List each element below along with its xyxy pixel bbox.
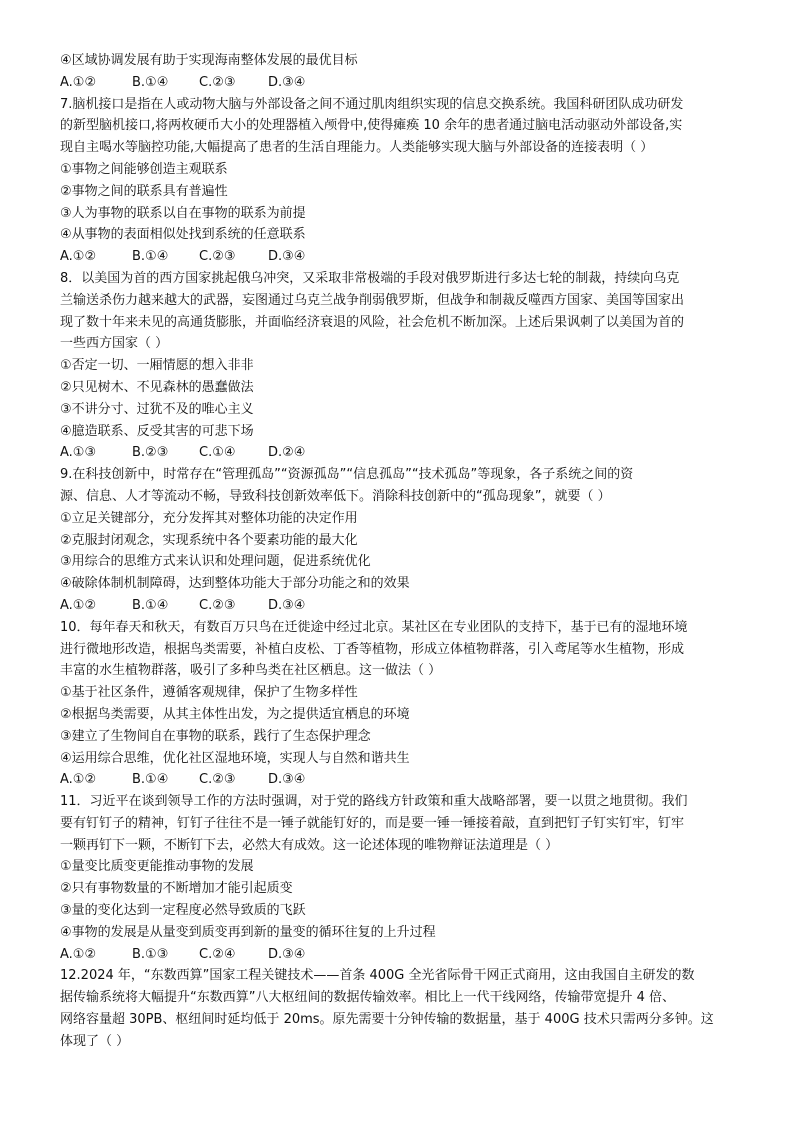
- statement-3: ③建立了生物间自在事物的联系，践行了生态保护理念: [60, 728, 371, 744]
- statement-2: ②只有事物数量的不断增加才能引起质变: [60, 881, 293, 897]
- question-12-line-2: 据传输系统将大幅提升“东数西算”八大枢纽间的数据传输效率。相比上一代干线网络，传输带宽提升 4 倍、: [60, 990, 676, 1006]
- statement-3: ③人为事物的联系以自在事物的联系为前提: [60, 205, 306, 221]
- question-7-line-3: 现自主喝水等脑控功能,大幅提高了患者的生活自理能力。人类能够实现大脑与外部设备的连接表明（ ）: [60, 140, 654, 156]
- option-b: B.②③: [132, 445, 169, 461]
- option-c: C.①④: [199, 445, 236, 461]
- answer-options: [60, 72, 740, 94]
- option-d: D.③④: [268, 74, 306, 90]
- option-b: B.①④: [132, 597, 169, 613]
- statement-2: ②根据鸟类需要，从其主体性出发，为之提供适宜栖息的环境: [60, 706, 410, 722]
- option-a: A.①②: [60, 74, 97, 90]
- question-10-line-2: 进行微地形改造，根据鸟类需要，补植白皮松、丁香等植物，形成立体植物群落，引入鸢尾等水生植物，形成: [60, 641, 685, 657]
- option-a: A.①②: [60, 249, 97, 265]
- statement-1: ①基于社区条件，遵循客观规律，保护了生物多样性: [60, 685, 358, 701]
- statement-1: ①立足关键部分，充分发挥其对整体功能的决定作用: [60, 510, 358, 526]
- answer-options: [60, 595, 740, 617]
- statement-1: ①否定一切、一厢情愿的想入非非: [60, 358, 254, 374]
- question-12-line-3: 网络容量超 30PB、枢纽间时延均低于 20ms。原先需要十分钟传输的数据量，基于 400G 技术只需两分多钟。这: [60, 1012, 714, 1028]
- option-a: A.①③: [60, 445, 97, 461]
- question-7-line-1: 7.脑机接口是指在人或动物大脑与外部设备之间不通过肌肉组织实现的信息交换系统。我国科研团队成功研发: [60, 96, 684, 112]
- option-c: C.②③: [199, 597, 236, 613]
- question-11-line-1: 11．习近平在谈到领导工作的方法时强调，对于党的路线方针政策和重大战略部署，要一以贯之地贯彻。我们: [60, 794, 688, 810]
- option-a: A.①②: [60, 946, 97, 962]
- statement-2: ②事物之间的联系具有普遍性: [60, 183, 228, 199]
- answer-options: [60, 442, 740, 464]
- question-7-line-2: 的新型脑机接口,将两枚硬币大小的处理器植入颅骨中,使得瘫痪 10 余年的患者通过脑电活动驱动外部设备,实: [60, 118, 683, 134]
- question-8-line-1: 8．以美国为首的西方国家挑起俄乌冲突，又采取非常极端的手段对俄罗斯进行多达七轮的制裁，持续向乌克: [60, 270, 680, 286]
- question-12-line-4: 体现了（ ）: [60, 1033, 130, 1049]
- option-d: D.②④: [268, 445, 306, 461]
- question-10-line-1: 10．每年春天和秋天，有数百万只鸟在迁徙途中经过北京。某社区在专业团队的支持下，基于已有的湿地环境: [60, 619, 688, 635]
- option-b: B.①④: [132, 249, 169, 265]
- option-b: B.①④: [132, 74, 169, 90]
- question-8-line-3: 现了数十年来未见的高通货膨胀，并面临经济衰退的风险，社会危机不断加深。上述后果讽刺了以美国为首的: [60, 314, 685, 330]
- question-11-line-3: 一颗再钉下一颗，不断钉下去，必然大有成效。这一论述体现的唯物辩证法道理是（ ）: [60, 837, 559, 853]
- statement-4: ④破除体制机制障碍，达到整体功能大于部分功能之和的效果: [60, 576, 410, 592]
- statement-3: ③量的变化达到一定程度必然导致质的飞跃: [60, 903, 306, 919]
- statement-4: ④区域协调发展有助于实现海南整体发展的最优目标: [60, 53, 358, 68]
- option-c: C.②④: [199, 946, 236, 962]
- question-9-line-2: 源、信息、人才等流动不畅，导致科技创新效率低下。消除科技创新中的“孤岛现象”，就要（ ）: [60, 488, 611, 504]
- option-d: D.③④: [268, 946, 306, 962]
- statement-2: ②克服封闭观念，实现系统中各个要素功能的最大化: [60, 532, 358, 548]
- answer-options: [60, 246, 740, 268]
- option-c: C.②③: [199, 249, 236, 265]
- question-11-line-2: 要有钉钉子的精神，钉钉子往往不是一锤子就能钉好的，而是要一锤一锤接着敲，直到把钉子钉实钉牢，钉牢: [60, 815, 685, 831]
- statement-4: ④从事物的表面相似处找到系统的任意联系: [60, 227, 306, 243]
- option-b: B.①③: [132, 946, 169, 962]
- statement-1: ①量变比质变更能推动事物的发展: [60, 859, 254, 875]
- answer-options: [60, 769, 740, 791]
- statement-3: ③不讲分寸、过犹不及的唯心主义: [60, 401, 254, 417]
- exam-content: [60, 50, 740, 1053]
- question-8-line-2: 兰输送杀伤力越来越大的武器，妄图通过乌克兰战争削弱俄罗斯，但战争和制裁反噬西方国家、美国等国家出: [60, 292, 685, 308]
- option-a: A.①②: [60, 597, 97, 613]
- option-d: D.③④: [268, 597, 306, 613]
- option-d: D.③④: [268, 249, 306, 265]
- question-8-line-4: 一些西方国家（ ）: [60, 336, 169, 352]
- option-d: D.③④: [268, 772, 306, 788]
- question-12-line-1: 12.2024 年，“东数西算”国家工程关键技术——首条 400G 全光省际骨干网正式商用，这由我国自主研发的数: [60, 968, 695, 984]
- option-c: C.②③: [199, 74, 236, 90]
- option-b: B.①④: [132, 772, 169, 788]
- answer-options: [60, 944, 740, 966]
- option-a: A.①②: [60, 772, 97, 788]
- option-c: C.②③: [199, 772, 236, 788]
- question-9-line-1: 9.在科技创新中，时常存在“管理孤岛”“资源孤岛”“信息孤岛”“技术孤岛”等现象，各子系统之间的资: [60, 467, 634, 483]
- statement-4: ④臆造联系、反受其害的可悲下场: [60, 423, 254, 439]
- statement-1: ①事物之间能够创造主观联系: [60, 161, 228, 177]
- statement-4: ④运用综合思维，优化社区湿地环境，实现人与自然和谐共生: [60, 750, 410, 766]
- statement-2: ②只见树木、不见森林的愚蠢做法: [60, 379, 254, 395]
- statement-3: ③用综合的思维方式来认识和处理问题，促进系统优化: [60, 554, 371, 570]
- question-10-line-3: 丰富的水生植物群落，吸引了多种鸟类在社区栖息。这一做法（ ）: [60, 663, 442, 679]
- statement-4: ④事物的发展是从量变到质变再到新的量变的循环往复的上升过程: [60, 924, 436, 940]
